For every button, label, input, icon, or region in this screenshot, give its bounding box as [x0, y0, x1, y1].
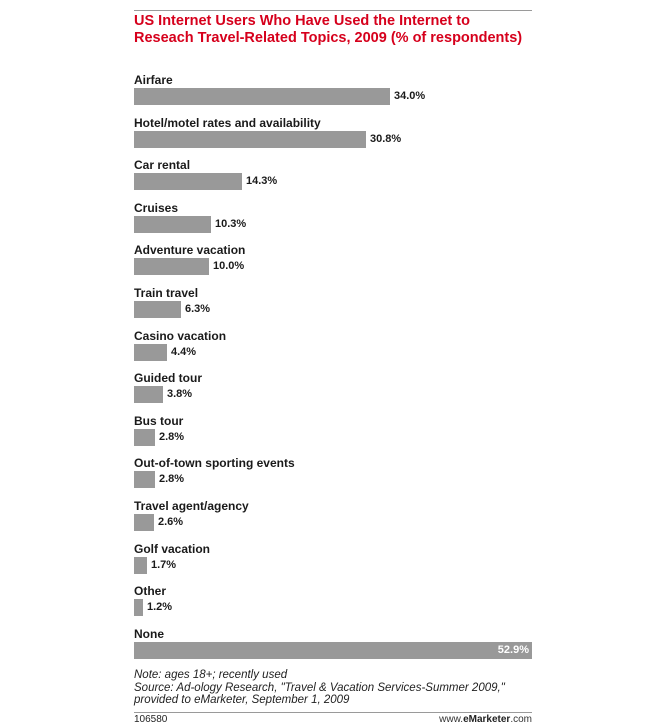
- category-label: Adventure vacation: [134, 243, 246, 258]
- category-label: Travel agent/agency: [134, 499, 249, 513]
- brand-name: eMarketer: [463, 714, 511, 725]
- category-label: Train travel: [134, 286, 199, 300]
- top-rule: [134, 10, 532, 11]
- value-label: 10.3%: [215, 217, 247, 230]
- bar: [134, 642, 532, 659]
- brand-prefix: www.: [439, 714, 464, 725]
- value-label: 2.8%: [159, 473, 185, 486]
- category-label: Casino vacation: [134, 328, 227, 343]
- bar: [134, 557, 147, 574]
- value-label: 4.4%: [171, 345, 197, 358]
- category-label: Car rental: [134, 158, 191, 173]
- category-label: None: [134, 626, 164, 641]
- brand-suffix: .com: [510, 714, 532, 725]
- category-label: Bus tour: [134, 413, 184, 428]
- category-label: Cruises: [134, 200, 179, 215]
- brand-credit: [439, 714, 532, 725]
- value-label: 3.8%: [167, 388, 193, 401]
- bar: [134, 471, 155, 488]
- value-label: 10.0%: [213, 260, 245, 273]
- category-label: Airfare: [134, 73, 173, 87]
- category-label: Out-of-town sporting events: [134, 456, 295, 471]
- category-label: Golf vacation: [134, 541, 211, 556]
- chart-id: 106580: [134, 714, 168, 725]
- source-note: Note: ages 18+; recently used Source: Ad-ology Research, "Travel & Vacation Services-Summer 2009," provided to eMarketer, September 1, 2009: [134, 669, 505, 706]
- value-label: 34.0%: [394, 90, 426, 102]
- value-label: 2.6%: [158, 516, 184, 528]
- bar: [134, 88, 390, 105]
- chart-title: US Internet Users Who Have Used the Internet to Reseach Travel-Related Topics, 2009 (% of respondents): [134, 13, 523, 46]
- category-label: Hotel/motel rates and availability: [134, 115, 321, 130]
- bar: [134, 301, 181, 318]
- value-label: 14.3%: [246, 175, 278, 188]
- bar: [134, 131, 366, 148]
- bar: [134, 429, 155, 446]
- bar: [134, 216, 211, 233]
- bar: [134, 258, 209, 275]
- value-label: 52.9%: [497, 643, 529, 656]
- bar: [134, 344, 167, 361]
- chart-frame: [134, 0, 532, 728]
- category-label: Other: [134, 584, 167, 599]
- value-label: 1.2%: [147, 601, 173, 614]
- bar: [134, 599, 143, 616]
- value-label: 6.3%: [185, 303, 211, 315]
- value-label: 30.8%: [370, 132, 402, 145]
- bar: [134, 386, 163, 403]
- bar: [134, 514, 154, 531]
- value-label: 1.7%: [151, 558, 177, 571]
- bar: [134, 173, 242, 190]
- category-label: Guided tour: [134, 371, 202, 386]
- bottom-rule: [134, 712, 532, 713]
- value-label: 2.8%: [159, 430, 185, 443]
